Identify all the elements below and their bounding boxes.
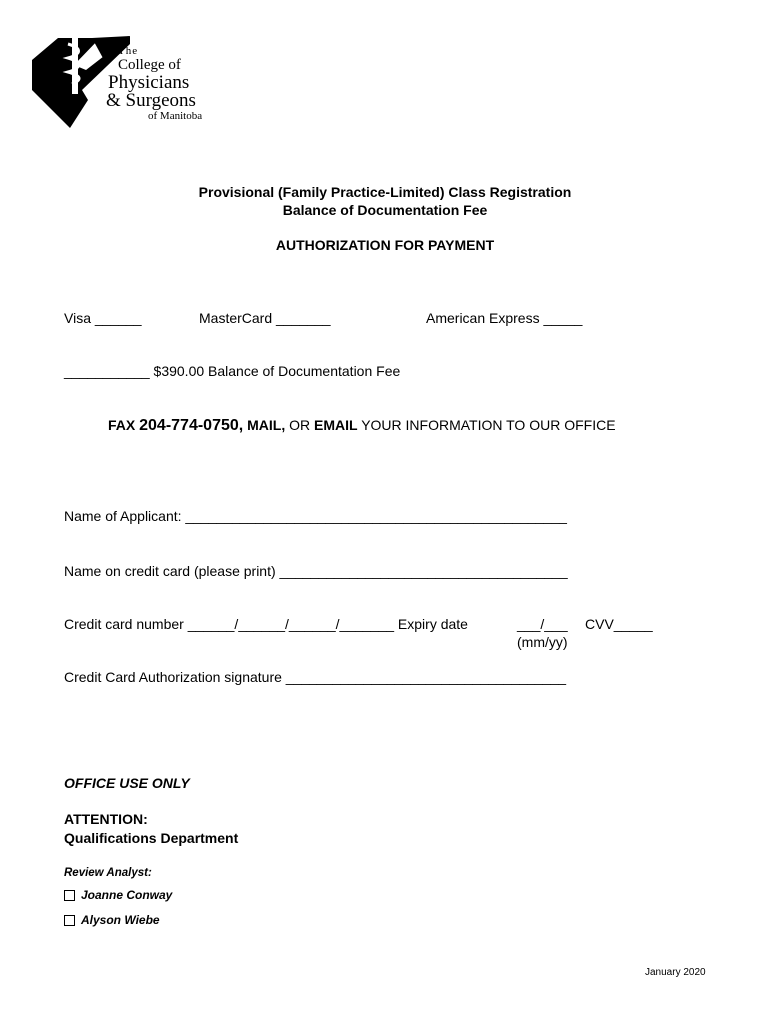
fax-instruction	[108, 417, 616, 435]
amex-option[interactable]: American Express _____	[426, 310, 583, 326]
fax-number: 204-774-0750,	[139, 417, 244, 434]
checkbox-icon[interactable]	[64, 890, 75, 901]
logo-line-4: & Surgeons	[106, 90, 196, 111]
college-logo	[30, 30, 260, 130]
card-number-field[interactable]: Credit card number ______/______/______/_______ Expiry date	[64, 616, 468, 632]
form-title: Provisional (Family Practice-Limited) Class Registration	[198, 184, 572, 200]
expiry-format-label: (mm/yy)	[517, 634, 568, 650]
visa-option[interactable]: Visa ______	[64, 310, 142, 326]
logo-line-5: of Manitoba	[148, 110, 203, 122]
card-name-field[interactable]: Name on credit card (please print) _____________________________________	[64, 563, 568, 579]
analyst-option-joanne[interactable]	[64, 888, 172, 902]
fee-line[interactable]: ___________ $390.00 Balance of Documentation Fee	[64, 363, 401, 379]
mail-label: MAIL,	[243, 417, 286, 433]
attention-label: ATTENTION:	[64, 811, 148, 827]
analyst-option-alyson[interactable]	[64, 913, 160, 927]
expiry-date-field[interactable]: ___/___	[517, 616, 568, 632]
logo-line-3: Physicians	[108, 72, 190, 93]
review-analyst-label: Review Analyst:	[64, 867, 152, 879]
email-label: EMAIL	[314, 417, 358, 433]
applicant-name-field[interactable]: Name of Applicant: _________________________________________________	[64, 508, 567, 524]
checkbox-icon[interactable]	[64, 915, 75, 926]
logo-line-1: The	[118, 45, 139, 57]
department-label: Qualifications Department	[64, 830, 239, 846]
mastercard-option[interactable]: MasterCard _______	[199, 310, 331, 326]
cvv-field[interactable]: CVV_____	[585, 616, 653, 632]
form-subtitle: Balance of Documentation Fee	[282, 202, 488, 218]
analyst-name: Joanne Conway	[81, 888, 173, 902]
logo-line-2: College of	[118, 57, 181, 73]
signature-field[interactable]: Credit Card Authorization signature ____________________________________	[64, 669, 567, 685]
authorization-heading: AUTHORIZATION FOR PAYMENT	[275, 237, 495, 253]
fax-label: FAX	[108, 417, 140, 433]
analyst-name: Alyson Wiebe	[81, 913, 160, 927]
or-label: OR	[285, 417, 314, 433]
fax-rest: YOUR INFORMATION TO OUR OFFICE	[357, 417, 616, 433]
revision-date: January 2020	[645, 967, 706, 978]
office-use-heading: OFFICE USE ONLY	[64, 775, 190, 791]
